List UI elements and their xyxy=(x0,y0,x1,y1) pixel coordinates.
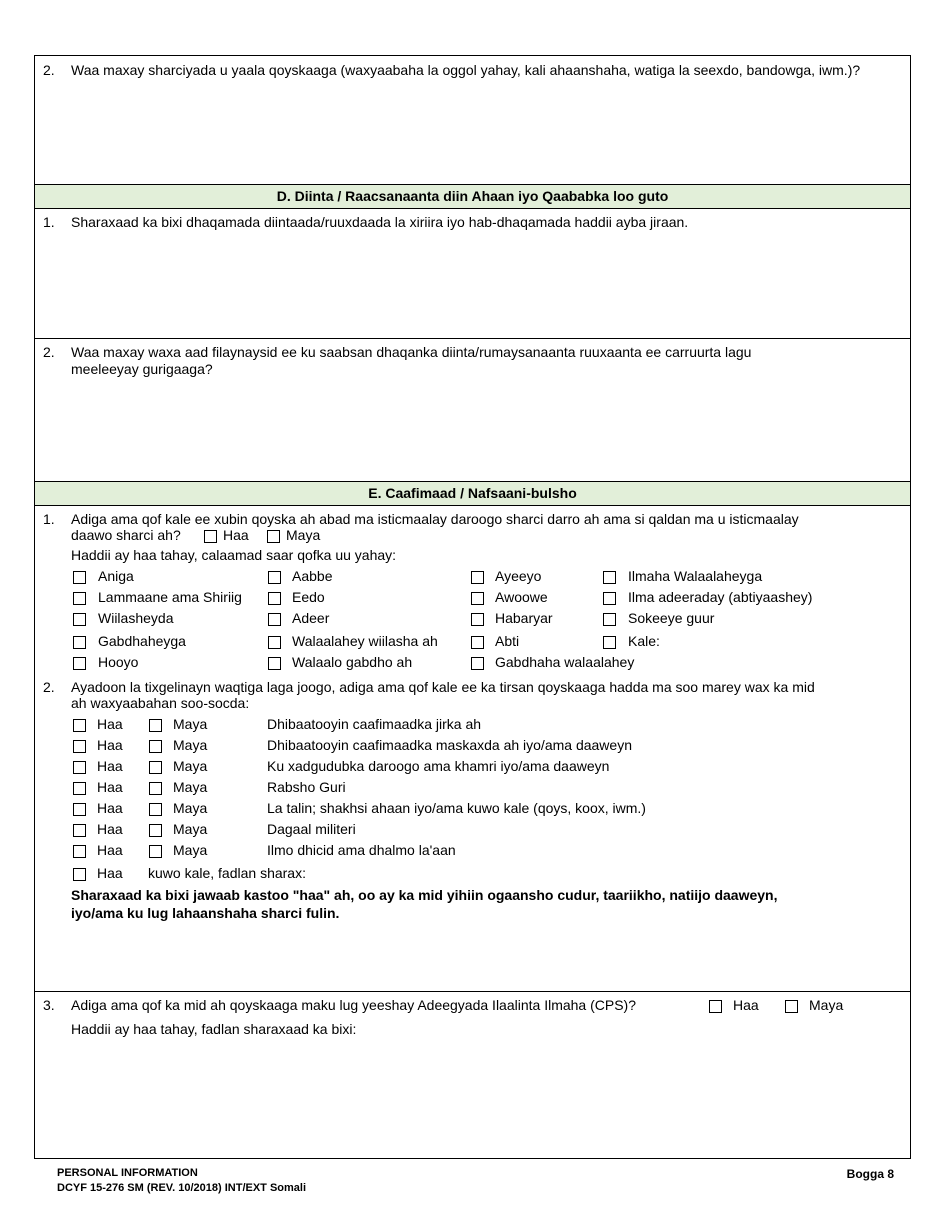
person-label: Walaalahey wiilasha ah xyxy=(292,633,438,649)
condition-other-checkbox[interactable] xyxy=(73,868,86,881)
person-label: Gabdhaha walaalahey xyxy=(495,654,635,670)
condition-no-checkbox[interactable] xyxy=(149,824,162,837)
e1-yes-no-row xyxy=(71,527,471,545)
condition-label: Rabsho Guri xyxy=(267,779,346,795)
condition-label: Dhibaatooyin caafimaadka maskaxda ah iyo/ama daaweyn xyxy=(267,737,632,753)
e2-instruction-line2: iyo/ama ku lug lahaanshaha sharci fulin. xyxy=(71,905,340,921)
divider xyxy=(35,338,910,339)
condition-other-label: kuwo kale, fadlan sharax: xyxy=(148,865,306,881)
e1-no-checkbox[interactable] xyxy=(267,530,280,543)
person-label: Gabdhaheyga xyxy=(98,633,186,649)
person-label: Aabbe xyxy=(292,568,333,584)
person-label: Abti xyxy=(495,633,520,649)
person-checkbox[interactable] xyxy=(268,636,281,649)
condition-no-checkbox[interactable] xyxy=(149,782,162,795)
condition-yes-checkbox[interactable] xyxy=(73,740,86,753)
people-row xyxy=(71,633,871,651)
person-checkbox[interactable] xyxy=(471,571,484,584)
condition-yes-checkbox[interactable] xyxy=(73,803,86,816)
no-label: Maya xyxy=(173,779,208,795)
person-checkbox[interactable] xyxy=(73,657,86,670)
person-label: Awoowe xyxy=(495,589,548,605)
person-checkbox[interactable] xyxy=(73,571,86,584)
e1-yes-checkbox[interactable] xyxy=(204,530,217,543)
condition-yes-checkbox[interactable] xyxy=(73,782,86,795)
person-label: Sokeeye guur xyxy=(628,610,715,626)
question-number: 2. xyxy=(43,679,55,695)
person-label: Aniga xyxy=(98,568,134,584)
section-d-header: D. Diinta / Raacsanaanta diin Ahaan iyo Qaababka loo guto xyxy=(35,184,910,209)
person-label: Habaryar xyxy=(495,610,553,626)
person-checkbox[interactable] xyxy=(268,657,281,670)
condition-label: Ilmo dhicid ama dhalmo la'aan xyxy=(267,842,456,858)
condition-no-checkbox[interactable] xyxy=(149,761,162,774)
condition-no-checkbox[interactable] xyxy=(149,845,162,858)
condition-yes-checkbox[interactable] xyxy=(73,761,86,774)
condition-label: Dhibaatooyin caafimaadka jirka ah xyxy=(267,716,482,732)
condition-label: La talin; shakhsi ahaan iyo/ama kuwo kale (qoys, koox, iwm.) xyxy=(267,800,646,816)
yes-label: Haa xyxy=(97,779,123,795)
person-checkbox[interactable] xyxy=(73,636,86,649)
e3-followup: Haddii ay haa tahay, fadlan sharaxaad ka bixi: xyxy=(71,1021,357,1037)
e3-yes-no-row xyxy=(71,997,901,1015)
footer-form-title: PERSONAL INFORMATION xyxy=(57,1167,198,1179)
people-row xyxy=(71,568,871,586)
question-text-line2: meeleeyay gurigaaga? xyxy=(71,361,213,377)
person-label: Hooyo xyxy=(98,654,139,670)
question-text-line1: Ayadoon la tixgelinayn waqtiga laga joogo, adiga ama qof kale ee ka tirsan qoyskaaga hadda ma soo marey wax ka mid xyxy=(71,679,815,695)
divider xyxy=(35,991,910,992)
yes-label: Haa xyxy=(97,865,123,881)
section-e-header: E. Caafimaad / Nafsaani-bulsho xyxy=(35,481,910,506)
question-text-line2: daawo sharci ah? xyxy=(71,527,181,543)
person-checkbox[interactable] xyxy=(73,613,86,626)
condition-no-checkbox[interactable] xyxy=(149,740,162,753)
question-number: 2. xyxy=(43,344,55,360)
people-row xyxy=(71,654,871,672)
person-checkbox[interactable] xyxy=(603,571,616,584)
question-text-line1: Waa maxay waxa aad filaynaysid ee ku saabsan dhaqanka diinta/rumaysanaanta ruuxaanta ee carruurta lagu xyxy=(71,344,752,360)
e2-instruction-line1: Sharaxaad ka bixi jawaab kastoo "haa" ah, oo ay ka mid yihiin ogaansho cudur, taariikho, natiijo daaweyn, xyxy=(71,887,778,903)
condition-row xyxy=(71,842,771,860)
condition-row xyxy=(71,821,771,839)
no-label: Maya xyxy=(173,821,208,837)
yes-label: Haa xyxy=(97,821,123,837)
person-checkbox[interactable] xyxy=(603,636,616,649)
person-label: Lammaane ama Shiriig xyxy=(98,589,242,605)
yes-label: Haa xyxy=(733,997,759,1013)
question-text-line2: ah waxyaabahan soo-socda: xyxy=(71,695,250,711)
footer-form-id: DCYF 15-276 SM (REV. 10/2018) INT/EXT Somali xyxy=(57,1182,307,1194)
condition-row xyxy=(71,800,771,818)
question-text: Adiga ama qof ka mid ah qoyskaaga maku lug yeeshay Adeegyada Ilaalinta Ilmaha (CPS)? xyxy=(71,997,637,1013)
person-checkbox[interactable] xyxy=(603,592,616,605)
person-label: Kale: xyxy=(628,633,660,649)
condition-row xyxy=(71,758,771,776)
page-number: Bogga 8 xyxy=(846,1167,894,1181)
person-checkbox[interactable] xyxy=(73,592,86,605)
condition-other-row xyxy=(71,865,771,883)
condition-label: Ku xadgudubka daroogo ama khamri iyo/ama daaweyn xyxy=(267,758,610,774)
question-text: Sharaxaad ka bixi dhaqamada diintaada/ruuxdaada la xiriira iyo hab-dhaqamada haddii ayba jiraan. xyxy=(71,214,689,230)
person-label: Ilma adeeraday (abtiyaashey) xyxy=(628,589,813,605)
condition-no-checkbox[interactable] xyxy=(149,803,162,816)
condition-row xyxy=(71,779,771,797)
person-checkbox[interactable] xyxy=(471,592,484,605)
yes-label: Haa xyxy=(97,737,123,753)
person-label: Adeer xyxy=(292,610,330,626)
question-number: 3. xyxy=(43,997,55,1013)
condition-yes-checkbox[interactable] xyxy=(73,845,86,858)
people-row xyxy=(71,610,871,628)
yes-label: Haa xyxy=(97,842,123,858)
question-number: 1. xyxy=(43,214,55,230)
person-checkbox[interactable] xyxy=(268,571,281,584)
question-number: 2. xyxy=(43,62,55,78)
no-label: Maya xyxy=(173,842,208,858)
yes-label: Haa xyxy=(97,800,123,816)
yes-label: Haa xyxy=(97,716,123,732)
no-label: Maya xyxy=(173,758,208,774)
condition-row xyxy=(71,737,771,755)
person-label: Ayeeyo xyxy=(495,568,542,584)
question-text-line1: Adiga ama qof kale ee xubin qoyska ah abad ma isticmaalay daroogo sharci darro ah ama si qaldan ma u isticmaalay xyxy=(71,511,799,527)
condition-yes-checkbox[interactable] xyxy=(73,719,86,732)
people-row xyxy=(71,589,871,607)
no-label: Maya xyxy=(173,800,208,816)
no-label: Maya xyxy=(809,997,844,1013)
person-checkbox[interactable] xyxy=(268,592,281,605)
person-label: Walaalo gabdho ah xyxy=(292,654,413,670)
e3-yes-checkbox[interactable] xyxy=(709,1000,722,1013)
question-text: Waa maxay sharciyada u yaala qoyskaaga (waxyaabaha la oggol yahay, kali ahaanshaha, watiga la seexdo, bandowga, iwm.)? xyxy=(71,62,861,78)
question-number: 1. xyxy=(43,511,55,527)
yes-label: Haa xyxy=(223,527,249,543)
no-label: Maya xyxy=(173,737,208,753)
person-checkbox[interactable] xyxy=(603,613,616,626)
person-checkbox[interactable] xyxy=(471,657,484,670)
e1-followup: Haddii ay haa tahay, calaamad saar qofka uu yahay: xyxy=(71,547,397,563)
condition-no-checkbox[interactable] xyxy=(149,719,162,732)
person-label: Ilmaha Walaalaheyga xyxy=(628,568,763,584)
no-label: Maya xyxy=(286,527,321,543)
condition-row xyxy=(71,716,771,734)
e3-no-checkbox[interactable] xyxy=(785,1000,798,1013)
form-frame xyxy=(34,55,911,1159)
condition-yes-checkbox[interactable] xyxy=(73,824,86,837)
person-label: Wiilasheyda xyxy=(98,610,174,626)
yes-label: Haa xyxy=(97,758,123,774)
person-label: Eedo xyxy=(292,589,325,605)
condition-label: Dagaal militeri xyxy=(267,821,356,837)
no-label: Maya xyxy=(173,716,208,732)
person-checkbox[interactable] xyxy=(471,613,484,626)
person-checkbox[interactable] xyxy=(268,613,281,626)
person-checkbox[interactable] xyxy=(471,636,484,649)
